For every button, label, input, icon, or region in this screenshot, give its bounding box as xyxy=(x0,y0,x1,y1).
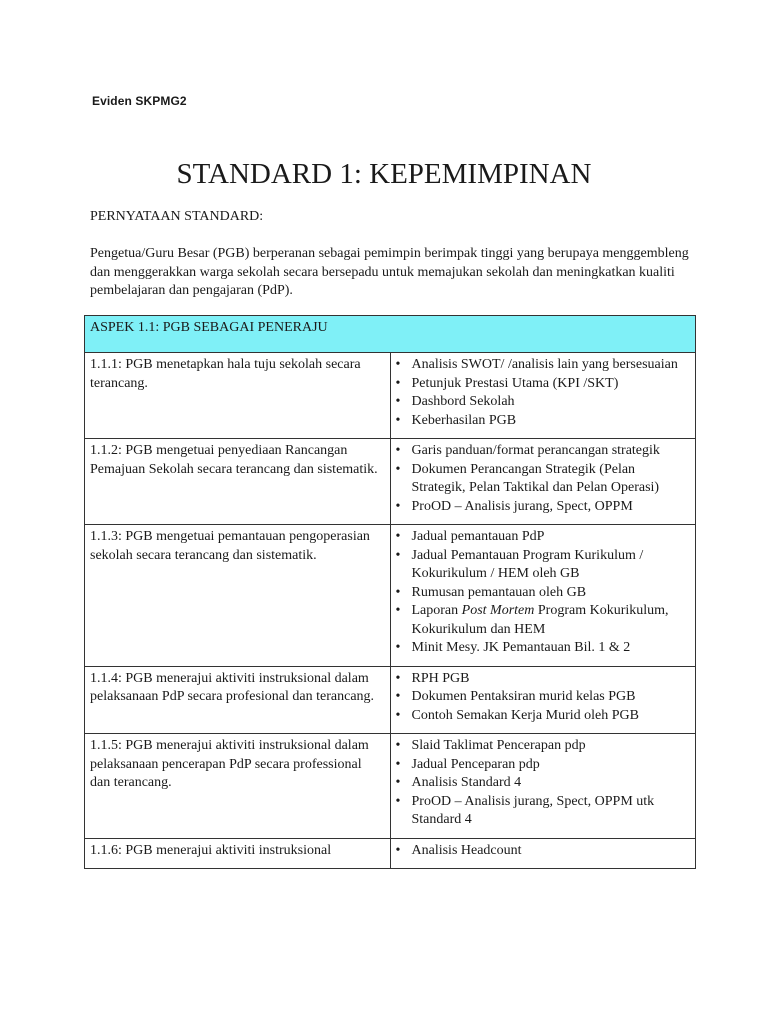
evidence-item: • Analisis SWOT/ /analisis lain yang bersesuaian xyxy=(396,356,691,375)
evidence-item: • Analisis Standard 4 xyxy=(396,774,691,793)
criterion-text: 1.1.5: PGB menerajui aktiviti instruksional dalam pelaksanaan pencerapan PdP secara professional dan terancang. xyxy=(85,734,391,839)
evidence-cell xyxy=(390,666,696,734)
criterion-row xyxy=(85,734,696,839)
evidence-item: • Dokumen Pentaksiran murid kelas PGB xyxy=(396,688,691,707)
evidence-item: • Keberhasilan PGB xyxy=(396,412,691,431)
evidence-item: • Dashbord Sekolah xyxy=(396,393,691,412)
evidence-item: • Slaid Taklimat Pencerapan pdp xyxy=(396,737,691,756)
evidence-item: • Petunjuk Prestasi Utama (KPI /SKT) xyxy=(396,375,691,394)
criterion-text: 1.1.2: PGB mengetuai penyediaan Rancangan Pemajuan Sekolah secara terancang dan sistematik. xyxy=(85,439,391,525)
evidence-list xyxy=(396,842,691,861)
evidence-item: • Contoh Semakan Kerja Murid oleh PGB xyxy=(396,707,691,726)
document-label: Eviden SKPMG2 xyxy=(92,94,187,108)
evidence-item: • Jadual pemantauan PdP xyxy=(396,528,691,547)
evidence-item: • ProOD – Analisis jurang, Spect, OPPM utk Standard 4 xyxy=(396,793,691,830)
criterion-text: 1.1.3: PGB mengetuai pemantauan pengoperasian sekolah secara terancang dan sistematik. xyxy=(85,525,391,667)
evidence-list xyxy=(396,356,691,430)
evidence-item: • Analisis Headcount xyxy=(396,842,691,861)
aspek-table xyxy=(84,315,696,869)
statement-heading: PERNYATAAN STANDARD: xyxy=(90,209,264,224)
statement-text: Pengetua/Guru Besar (PGB) berperanan sebagai pemimpin berimpak tinggi yang berupaya menggembleng dan menggerakkan warga sekolah secara bersepadu untuk memajukan sekolah dan meningkatkan kualiti pembelajaran dan pengajaran (PdP). xyxy=(90,246,689,298)
evidence-item: • Dokumen Perancangan Strategik (Pelan Strategik, Pelan Taktikal dan Pelan Operasi) xyxy=(396,461,691,498)
criterion-row xyxy=(85,666,696,734)
criterion-text: 1.1.4: PGB menerajui aktiviti instruksional dalam pelaksanaan PdP secara profesional dan terancang. xyxy=(85,666,391,734)
evidence-list xyxy=(396,442,691,516)
evidence-item: • Minit Mesy. JK Pemantauan Bil. 1 & 2 xyxy=(396,639,691,658)
evidence-item: • Jadual Penceparan pdp xyxy=(396,756,691,775)
criterion-text: 1.1.6: PGB menerajui aktiviti instruksional xyxy=(85,838,391,869)
criterion-row xyxy=(85,353,696,439)
aspek-header-row xyxy=(85,316,696,353)
criterion-row xyxy=(85,838,696,869)
evidence-list xyxy=(396,737,691,830)
evidence-item: • Laporan Post Mortem Program Kokurikulum, Kokurikulum dan HEM xyxy=(396,602,691,639)
evidence-item: • Jadual Pemantauan Program Kurikulum / Kokurikulum / HEM oleh GB xyxy=(396,547,691,584)
evidence-cell xyxy=(390,734,696,839)
criterion-row xyxy=(85,525,696,667)
evidence-cell xyxy=(390,439,696,525)
criterion-text: 1.1.1: PGB menetapkan hala tuju sekolah secara terancang. xyxy=(85,353,391,439)
evidence-cell xyxy=(390,525,696,667)
evidence-cell xyxy=(390,838,696,869)
evidence-item: • Garis panduan/format perancangan strategik xyxy=(396,442,691,461)
aspek-header: ASPEK 1.1: PGB SEBAGAI PENERAJU xyxy=(85,316,696,353)
evidence-list xyxy=(396,528,691,658)
criterion-row xyxy=(85,439,696,525)
evidence-item: • Rumusan pemantauan oleh GB xyxy=(396,584,691,603)
page-title: STANDARD 1: KEPEMIMPINAN xyxy=(176,158,592,190)
evidence-item: • RPH PGB xyxy=(396,670,691,689)
evidence-item: • ProOD – Analisis jurang, Spect, OPPM xyxy=(396,498,691,517)
evidence-cell xyxy=(390,353,696,439)
evidence-list xyxy=(396,670,691,726)
